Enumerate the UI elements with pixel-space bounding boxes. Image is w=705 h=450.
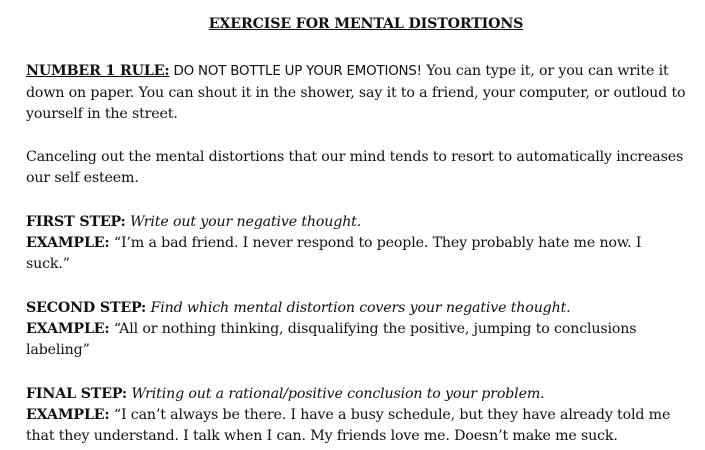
paragraph-gap bbox=[26, 276, 686, 298]
example-label: EXAMPLE: bbox=[26, 406, 110, 423]
step-line bbox=[26, 384, 686, 405]
step-block-second bbox=[26, 298, 686, 362]
step-block-final bbox=[26, 384, 686, 448]
paragraph-gap bbox=[26, 125, 686, 147]
paragraph-gap bbox=[26, 362, 686, 384]
step-label: FINAL STEP: bbox=[26, 385, 127, 402]
step-line bbox=[26, 212, 686, 233]
document-page bbox=[26, 14, 686, 447]
step-line bbox=[26, 298, 686, 319]
document-title: EXERCISE FOR MENTAL DISTORTIONS bbox=[208, 16, 524, 32]
rule-label: NUMBER 1 RULE: bbox=[26, 63, 170, 80]
example-text: “I can’t always be there. I have a busy schedule, but they have already told me that they understand. I talk when I can. My friends love me. Doesn’t make me suck. bbox=[26, 406, 671, 445]
step-label: SECOND STEP: bbox=[26, 299, 147, 316]
rule-caps-text: DO NOT BOTTLE UP YOUR EMOTIONS! bbox=[169, 64, 422, 80]
step-label: FIRST STEP: bbox=[26, 213, 126, 230]
intro-paragraph: Canceling out the mental distortions that our mind tends to resort to automatically increases our self esteem. bbox=[26, 149, 684, 187]
example-line bbox=[26, 319, 686, 362]
example-line bbox=[26, 405, 686, 448]
step-block-first bbox=[26, 212, 686, 276]
example-line bbox=[26, 233, 686, 276]
rule-paragraph bbox=[26, 61, 686, 125]
step-instruction: Write out your negative thought. bbox=[125, 213, 362, 230]
paragraph-gap bbox=[26, 190, 686, 212]
example-label: EXAMPLE: bbox=[26, 320, 110, 337]
step-instruction: Writing out a rational/positive conclusion to your problem. bbox=[126, 385, 545, 402]
step-instruction: Find which mental distortion covers your negative thought. bbox=[146, 299, 571, 316]
example-text: “I’m a bad friend. I never respond to people. They probably hate me now. I suck.” bbox=[26, 235, 642, 273]
example-label: EXAMPLE: bbox=[26, 235, 110, 252]
rule-text: You can type it, or you can write it down on paper. You can shout it in the shower, say it to a friend, your computer, or outloud to yourself in the street. bbox=[26, 63, 686, 122]
example-text: “All or nothing thinking, disqualifying the positive, jumping to conclusions labeling” bbox=[26, 320, 637, 359]
